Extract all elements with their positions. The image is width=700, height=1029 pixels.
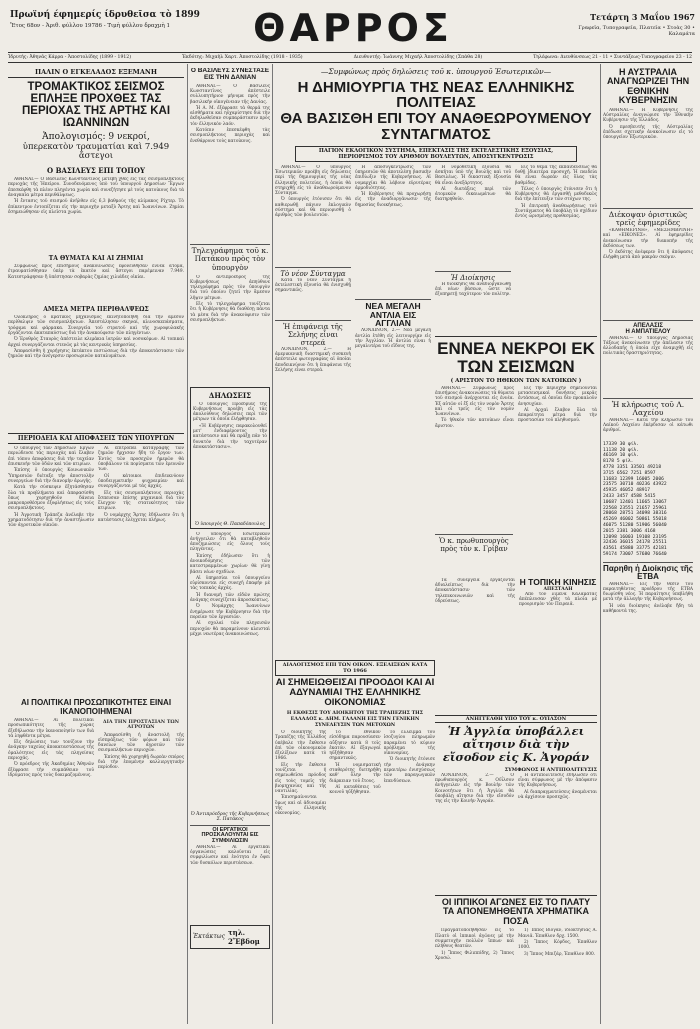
article-text: ΑΘΗΝΑΙ.— Ὁ ὑπουργὸς Ἐσωτερικῶν προέβη εἰς δηλώσεις περὶ τῆς δημιουργίας τῆς νέας ἑλληνικῆς πολιτείας, ἡ ὁποία θὰ στηριχθῇ εἰς τὸ ἀναθεωρούμενον Σύνταγμα. Ὁ ὑπουργὸς ἐτόνισεν ὅτι θὰ καθιερωθῇ πάγιον ἐκλογικὸν σύστημα καὶ θὰ περιορισθῇ ὁ ἀριθμὸς τῶν βουλευτῶν. bbox=[275, 164, 351, 219]
section-title: Ο ΒΑΣΙΛΕΥΣ ΕΠΙ ΤΟΠΟΥ bbox=[47, 166, 145, 176]
article-text: Τὸ ἔλλειμμα τοῦ ἰσοζυγίου πληρωμῶν παραμένει τὸ κύριον πρόβλημα τῆς οἰκονομίας. Ὁ διοικητὴς ἐτόνισε τὴν ἀνάγκην περαιτέρω ἐνισχύσεως τῶν παραγωγικῶν ἐπενδύσεων. bbox=[383, 729, 435, 784]
article-text: Ἀπὸ τὸν λιμένα Καλαμάτας ἀπέπλευσαν χθὲς τὰ πλοῖα μὲ προορισμὸν τὸν Πειραιᾶ. bbox=[519, 591, 597, 608]
article-headline: ΝΕΑ ΜΕΓΑΛΗ ΑΝΤΛΙΑ ΕΙΣ ΑΓΓΛΙΑΝ bbox=[355, 299, 431, 329]
article-headline: ΑΠΕΛΑΣΙΣ bbox=[603, 320, 693, 329]
article-text: Τὰ συνεργεῖα ἐργάζονται ἀδιαλείπτως διὰ τὴν ἀποκατάστασιν τῶν τηλεπικοινωνιῶν καὶ τῆς ὑδρεύσεως. bbox=[435, 577, 515, 604]
article-text: Ἡ ἀποσυγκέντρωσις τῶν ὑπηρεσιῶν θὰ ἀποτελέσῃ βασικὴν ἐπιδίωξιν τῆς Κυβερνήσεως. Αἱ νομαρχίαι θὰ λάβουν εὐρυτέρας ἁρμοδιότητας. Ἡ Κυβέρνησις θὰ προχωρήσῃ εἰς τὴν ἀναδιοργάνωσιν τῆς δημοσίας διοικήσεως. bbox=[355, 164, 431, 208]
article-text: ΑΘΗΝΑΙ.— Ὁ Ὑπουργὸς Δημοσίας Τάξεως ἀνεκοίνωσεν τὴν ἀπέλασιν τῆς ἀλλοδαπῆς ἡ ὁποία εἶχε ἀναμιχθῇ εἰς πολιτικὰς δραστηριότητας. bbox=[603, 335, 693, 357]
kicker: ΔΙΑΛΟΓΙΣΜΟΣ ΕΠΙ ΤΩΝ ΟΙΚΟΝ. ΕΞΕΛΙΞΕΩΝ ΚΑΤΑ ΤΟ 1966 bbox=[275, 660, 435, 676]
article-headline: ΑΙ ΠΟΛΙΤΙΚΑΙ ΠΡΟΣΩΠΙΚΟΤΗΤΕΣ ΕΙΝΑΙ ΙΚΑΝΟΠΟΙΗΜΕΝΑΙ bbox=[20, 698, 172, 716]
article-headline: Ἡ Διοίκησις bbox=[435, 271, 511, 282]
section-title: ΑΜΕΣΑ ΜΕΤΡΑ ΠΕΡΙΘΑΛΨΕΩΣ bbox=[43, 306, 149, 314]
article-text: Ὁ διοικητὴς τῆς Τραπέζης τῆς Ἑλλάδος ὑπέβαλε τὴν ἔκθεσιν ἐπὶ τῶν οἰκονομικῶν ἐξελίξεων κατὰ τὸ 1966. Εἰς τὴν ἔκθεσιν τονίζεται ἡ σημειωθεῖσα πρόοδος εἰς τοὺς τομεῖς τῆς βιομηχανίας καὶ τῆς ναυτιλίας. Ἐπισημαίνονται ὅμως καὶ αἱ ἀδυναμίαι τῆς ἑλληνικῆς οἰκονομίας. bbox=[275, 729, 327, 817]
article-text: ΛΟΝΔΙΝΟΝ, 2.— Νέα μεγάλη ἀντλία ἐτέθη εἰς λειτουργίαν εἰς τὴν Ἀγγλίαν. Ἡ ἀντλία εἶναι ἡ μεγαλυτέρα τοῦ εἴδους της. bbox=[355, 328, 431, 350]
column-rule bbox=[187, 64, 188, 1024]
article-headline: Παρηθη ἡ Διοίκησις τῆς ΕΤΒΑ bbox=[603, 563, 693, 582]
britain-common-market-article bbox=[435, 715, 597, 873]
newspaper-title: ΘΑΡΡΟΣ bbox=[253, 6, 453, 50]
lottery-row: 3715 6562 7251 8597 bbox=[603, 470, 656, 476]
lottery-row: 59174 73007 57680 76640 bbox=[603, 551, 667, 557]
column-politics bbox=[275, 68, 597, 1023]
lottery-row: 2015 2381 3006 4168 bbox=[603, 528, 656, 534]
article-headline: Ο ΒΑΣΙΛΕΥΣ ΣΥΝΕΣΤΑΣΕ ΕΙΣ ΤΗΝ ΔΑΝΙΑΝ bbox=[190, 68, 270, 81]
article-subheadline: ΣΥΜΦΩΝΟΣ Η ΑΝΤΙΠΟΛΙΤΕΥΣΙΣ bbox=[504, 766, 597, 773]
lottery-row: 8178 5 φίλ. bbox=[603, 459, 634, 465]
article-text: Πραγματοποιήθησαν εἰς τὸ Πλατὺ οἱ ἱππικοὶ ἀγῶνες μὲ τὴν συμμετοχὴν πολλῶν ἵππων καὶ πλήθους θεατῶν. 1) Ἵππος Φιλιππίδης, 2) Ἵππος Χρυσώ. bbox=[435, 928, 514, 961]
staff-line bbox=[8, 52, 692, 63]
section-title: ΔΙΑ ΤΗΝ ΠΡΟΣΤΑΣΙΑΝ ΤΩΝ ΑΓΡΟΤΩΝ bbox=[102, 718, 180, 731]
article-text: Ὁ ὑπουργὸς Ἐσωτερικῶν ἀνήγγειλεν ὅτι θὰ καταβληθοῦν ἀποζημιώσεις εἰς ὅλους τοὺς πληγέντας. Ἐπίσης ἐδήλωσεν ὅτι ἡ ἀνοικοδόμησις τῶν κατεστραμμένων χωρίων θὰ γίνῃ βάσει νέων σχεδίων. Αἱ ὑπηρεσίαι τοῦ ὑπουργείου εὑρίσκονται εἰς συνεχῆ ἐπαφὴν μὲ τὰς τοπικὰς ἀρχάς. Ἡ διανομὴ τῶν εἰδῶν πρώτης ἀνάγκης συνεχίζεται ἀπροσκόπτως. Ὁ Νομάρχης Ἰωαννίνων ἐνημέρωσε τὴν Κυβέρνησιν διὰ τὴν πορείαν τῶν ἐργασιῶν. Αἱ σχολαὶ τῶν πληγεισῶν περιοχῶν θὰ παραμείνουν κλεισταὶ μέχρι νεωτέρας ἀνακοινώσεως. bbox=[190, 531, 270, 637]
lottery-row: 17339 30 φίλ. bbox=[603, 441, 639, 447]
staff-phones: Τηλέφωνα: Διευθύνσεως 21 - 11 • Συντάξεως-Τυπογραφείου 23 - 12 bbox=[533, 55, 692, 60]
article-text: ΑΘΗΝΑΙ.— Ἡ Κυβέρνησις τῆς Αὐστραλίας ἀνεγνώρισε τὴν Ἐθνικὴν Κυβέρνησιν τῆς Ἑλλάδος. Ὁ πρεσβευτὴς τῆς Αὐστραλίας ἐπέδωσε σχετικὴν ἀνακοίνωσιν εἰς τὸ ὑπουργεῖον Ἐξωτερικῶν. bbox=[603, 107, 693, 141]
lottery-row: 43561 45880 33775 42181 bbox=[603, 546, 667, 552]
article-text: ΛΟΝΔΙΝΟΝ, 2.— Ἡ ἀμερικανικὴ διαστημικὴ συσκευὴ ἀπέστειλε φωτογραφίας αἱ ὁποῖαι ἀποδεικνύουν ὅτι ἡ ἐπιφάνεια τῆς Σελήνης εἶναι στερεά. bbox=[275, 346, 351, 373]
local-news bbox=[519, 578, 597, 682]
article-text: ΑΘΗΝΑΙ.— Ὁ Βασιλεὺς Κωνσταντῖνος μετέβη χθὲς εἰς τὰς σεισμοπλήκτους περιοχὰς τῆς Ἠπείρου. Συνοδευόμενος ὑπὸ τοῦ ὑπουργοῦ Δημοσίων Ἔργων ἐπεσκέφθη τὰ πλέον πληγέντα χωρία καὶ συνεζήτησε μὲ τοὺς κατοίκους διὰ τὰ ἀναγκαῖα μέτρα περιθάλψεως. Ἡ ἔντασις τοῦ σεισμοῦ ἀνῆλθεν εἰς 6,3 βαθμοὺς τῆς κλίμακος Ρίχτερ. Τὸ ἐπίκεντρον ἐντοπίζεται εἰς τὴν περιοχὴν μεταξὺ Ἄρτης καὶ Ἰωαννίνων. Ζημίαι ἐσημειώθησαν εἰς πλεῖστα χωρία. bbox=[8, 177, 184, 215]
article-text: Εἰς τὴν περιοχὴν σημειοῦνται μετασεισμικαὶ δονήσεις μικρᾶς ἐντάσεως, αἱ ὁποῖαι δὲν προκαλοῦν ἀνησυχίαν. Αἱ ἀρχαὶ ἔλαβον ὅλα τὰ ἀπαραίτητα μέτρα διὰ τὴν προστασίαν τοῦ πληθυσμοῦ. bbox=[518, 385, 597, 424]
lottery-row: 46075 51280 51906 56040 bbox=[603, 523, 667, 528]
issue-info: Ἔτος 68ον - Ἀριθ. φύλλου 19786 - Τιμὴ φύλλου δραχμὴ 1 bbox=[10, 23, 171, 29]
lottery-results bbox=[603, 442, 693, 558]
article-headline: Ἡ κλήρωσις τοῦ Λ. Λαχείου bbox=[603, 398, 693, 418]
article-text: Ἡ νομοθετικὴ ἐξουσία θὰ ἀσκῆται ὑπὸ τῆς Βουλῆς καὶ τοῦ Βασιλέως. Ἡ δικαστικὴ ἐξουσία θὰ εἶναι ἀνεξάρτητος. Αἱ διατάξεις περὶ τῶν ἀτομικῶν δικαιωμάτων θὰ διατηρηθοῦν. bbox=[435, 164, 511, 203]
article-headline: ΕΝΝΕΑ ΝΕΚΡΟΙ ΕΚ ΤΩΝ ΣΕΙΣΜΩΝ bbox=[435, 336, 597, 376]
subheadline: Ἀπολογισμός: 9 νεκροί, bbox=[42, 132, 150, 143]
signature: Ὁ Ἀντιπρόεδρος τῆς Κυβερνήσεως Σ. Πατάκος bbox=[190, 811, 270, 822]
article-text: ΑΘΗΝΑΙ.— Συμφώνως πρὸς ἐπισήμους ἀνακοινώσεις τὰ θύματα τοῦ σεισμοῦ ἀνέρχονται εἰς ἐννέα. Ἐξ αὐτῶν οἱ ἕξ εἰς τὸν νομὸν Ἄρτης καὶ οἱ τρεῖς εἰς τὸν νομὸν Ἰωαννίνων. Τὸ ἠθικὸν τῶν κατοίκων εἶναι ἄριστον. bbox=[435, 385, 514, 429]
article-text: Ὁ ἀντιπρόεδρος τῆς Κυβερνήσεως ἀπηύθυνε τηλεγράφημα πρὸς τὸν ὑπουργὸν διὰ τοῦ ὁποίου ζητεῖ τὴν ἄμεσον λῆψιν μέτρων. Εἰς τὸ τηλεγράφημα τονίζεται ὅτι ἡ Κυβέρνησις θὰ διαθέσῃ πάντα τὰ μέσα διὰ τὴν ἀνακούφισιν τῶν σεισμοπλήκτων. bbox=[190, 274, 270, 323]
column-rule bbox=[600, 64, 601, 1024]
column-rule bbox=[272, 64, 273, 1024]
article-subheadline: ( ΑΡΙΣΤΟΝ ΤΟ ΗΘΙΚΟΝ ΤΩΝ ΚΑΤΟΙΚΩΝ ) bbox=[450, 377, 582, 384]
two-column-text bbox=[8, 446, 184, 696]
column-earthquake bbox=[8, 68, 184, 1023]
article-headline: Ἡ Ἀγγλία ὑποβάλλει αἴτησιν διὰ τὴν εἴσοδον εἰς Κ. Ἀγοράν bbox=[442, 724, 590, 765]
main-headline: ΤΡΟΜΑΚΤΙΚΟΣ ΣΕΙΣΜΟΣ ΕΠΛΗΞΕ ΠΡΟΧΘΕΣ ΤΑΣ ΠΕΡΙΟΧΑΣ ΤΗΣ ΑΡΤΗΣ ΚΑΙ ΙΩΑΝΝΙΝΩΝ bbox=[21, 81, 171, 130]
article-headline: Η ΑΥΣΤΡΑΛΙΑ ΑΝΑΓΝΩΡΙΖΕΙ ΤΗΝ ΕΘΝΙΚΗΝ ΚΥΒΕΡΝΗΣΙΝ bbox=[606, 68, 690, 106]
lottery-row: 11138 20 φίλ. bbox=[603, 447, 639, 453]
lottery-row: 23575 30710 40236 43922 bbox=[603, 482, 667, 488]
article-text: Ἡ διοίκησις θὰ ἀναδιοργανωθῇ ἐπὶ νέων βάσεων, ὥστε νὰ ἐξυπηρετῇ ταχύτερον τὸν πολίτην. bbox=[435, 281, 511, 298]
kicker: ΑΝΗΓΓΕΛΘΗ ΥΠΟ ΤΟΥ κ. ΟΥΙΛΣΟΝ bbox=[435, 715, 597, 723]
staff-director: Διευθυντής: Ἰωάννης Μιχαὴλ Ἀποστολίδης (Σπάθα 28) bbox=[353, 55, 483, 60]
local-news-area bbox=[435, 578, 597, 688]
article-text: ΛΟΝΔΙΝΟΝ, 2.— Ὁ πρωθυπουργὸς κ. Οὐΐλσον ἀνήγγειλεν εἰς τὴν Βουλὴν τῶν Κοινοτήτων ὅτι ἡ Ἀγγλία θὰ ὑποβάλῃ αἴτησιν διὰ τὴν εἴσοδόν της εἰς τὴν Κοινὴν Ἀγοράν. bbox=[435, 772, 514, 805]
article-headline: Ὁ κ. πρωθυπουργὸς πρὸς τὸν κ. Γρίβαν bbox=[435, 534, 513, 553]
article-text: ΑΘΗΝΑΙ.— Ὁ Βασιλεὺς Κωνσταντῖνος ἀπέστειλε συλλυπητήριον μήνυμα πρὸς τὴν βασιλικὴν οἰκογένειαν τῆς Δανίας. Ἡ Α. Μ. ἐξέφρασε τὰ θερμά της αἰσθήματα καὶ ηὐχαρίστησε διὰ τὴν ἐκδηλωθεῖσαν συμπαράστασιν πρὸς τὸν ἑλληνικὸν λαόν. Κατόπιν ἐπεσκέφθη τὰς σεισμοπλήκτους περιοχὰς καὶ ἐνεθάρρυνε τοὺς κατοίκους. bbox=[190, 83, 270, 144]
article-headline: Ἡ ἐπιφάνεια τῆς Σελήνης εἶναι στερεά bbox=[275, 320, 351, 347]
article-headline: ΑΙ ΣΗΜΕΙΩΘΕΙΣΑΙ ΠΡΟΟΔΟΙ ΚΑΙ ΑΙ ΑΔΥΝΑΜΙΑΙ ΤΗΣ ΕΛΛΗΝΙΚΗΣ ΟΙΚΟΝΟΜΙΑΣ bbox=[275, 677, 435, 708]
article-headline: Η ΤΟΠΙΚΗ ΚΙΝΗΣΙΣ bbox=[519, 576, 597, 587]
lottery-row: 4778 3351 33501 49218 bbox=[603, 465, 662, 471]
article-text: Ὁ ὑπουργὸς Προεδρίας τῆς Κυβερνήσεως προέβη εἰς τὰς ἀκολούθους δηλώσεις περὶ τῶν μέτρων τὰ ὁποῖα ἐλήφθησαν. «Ἡ Κυβέρνησις παρακολουθεῖ μετ' ἐνδιαφέροντος τὴν κατάστασιν καὶ θὰ πράξῃ πᾶν τὸ δυνατὸν διὰ τὴν ταχυτέραν ἀποκατάστασιν». bbox=[193, 401, 267, 450]
article-headline: Διέκοψαν ὁριστικῶς τρεῖς ἐφημερίδες bbox=[603, 208, 693, 228]
article-text: ΑΘΗΝΑΙ.— Κατὰ τὴν κλήρωσιν τοῦ Λαϊκοῦ Λαχείου ἐκέρδισαν οἱ κάτωθι ἀριθμοί. bbox=[603, 417, 693, 434]
lottery-row: 11683 12399 16005 2006 bbox=[603, 476, 664, 482]
lottery-row: 45935 46052 48917 bbox=[603, 488, 651, 494]
deck: Η ΕΚΘΕΣΙΣ ΤΟΥ ΔΙΟΙΚΗΤΟΥ ΤΗΣ ΤΡΑΠΕΖΗΣ ΤΗΣ ΕΛΛΑΔΟΣ κ. ΔΗΜ. ΓΑΛΑΝΗ ΕΙΣ ΤΗΝ ΓΕΝΙΚΗΝ ΣΥΝΕΛΕΥΣΙΝ ΤΩΝ ΜΕΤΟΧΩΝ bbox=[286, 709, 424, 728]
earthquake-dead-article bbox=[435, 336, 597, 688]
section-title: ΤΑ ΘΥΜΑΤΑ ΚΑΙ ΑΙ ΖΗΜΙΑΙ bbox=[48, 255, 144, 263]
text-columns bbox=[435, 928, 597, 1023]
main-headline: Η ΔΗΜΙΟΥΡΓΙΑ ΤΗΣ ΝΕΑΣ ΕΛΛΗΝΙΚΗΣ ΠΟΛΙΤΕΙΑΣ bbox=[297, 78, 575, 112]
kicker: —Συμφώνως πρὸς δηλώσεις τοῦ κ. ὑπουργοῦ Ἐσωτερικῶν— bbox=[320, 68, 552, 76]
article-text: ΑΘΗΝΑΙ.— Εἰς τὴν θέσιν τοῦ παραιτηθέντος προέδρου τῆς ΕΤΒΑ διωρίσθη νέος. Ἡ παραίτησις ὑπεβλήθη μετὰ τὴν ἀλλαγὴν τῆς Κυβερνήσεως. Ἡ νέα διοίκησις ἀνέλαβε ἤδη τὰ καθήκοντά της. bbox=[603, 581, 693, 615]
ad-text: Ἐκτάκτως bbox=[193, 933, 225, 941]
column-king bbox=[190, 68, 270, 1023]
article-text: ΑΘΗΝΑΙ.— Αἱ ἐργατικαὶ ὀργανώσεις καλοῦνται εἰς συμφιλίωσιν καὶ ἑνότητα ἐν ὄψει τῶν δυσκόλων περιστάσεων. bbox=[190, 844, 270, 866]
horse-racing-article bbox=[435, 895, 597, 1023]
economy-article bbox=[275, 660, 435, 1023]
article-text: Αἱ ἐπιτροπαὶ καταγραφῆς τῶν ζημιῶν ἤρχισαν ἤδη τὸ ἔργον των. Ἐντὸς τῶν προσεχῶν ἡμερῶν θὰ ὑποβάλουν τὰ πορίσματα τῶν ἐρευνῶν των. Οἱ κάτοικοι ἐπιδεικνύουν ὑποδειγματικὴν ψυχραιμίαν καὶ συνεργάζονται μὲ τὰς ἀρχάς. Εἰς τὰς σεισμοπλήκτους περιοχὰς ἔσπευσαν ἐπίσης μηχανικοὶ διὰ τὸν ἔλεγχον τῆς στατικότητος τῶν κτιρίων. Ὁ νομάρχης Ἄρτης ἐδήλωσεν ὅτι ἡ κατάστασις ἐλέγχεται πλήρως. bbox=[98, 446, 184, 523]
lottery-row: 46169 10 φίλ. bbox=[603, 453, 639, 459]
lottery-row: 22568 23551 21657 25961 bbox=[603, 505, 667, 511]
statements-box bbox=[190, 387, 270, 529]
lottery-row: 12098 16003 19108 23195 bbox=[603, 534, 667, 540]
article-headline: Τηλεγράφημα τοῦ κ. Πατάκου πρὸς τὸν ὑπουργὸν bbox=[191, 245, 269, 272]
article-text: Εἰς τὸ θέμα τῆς ἐκπαιδεύσεως θὰ δοθῇ ἰδιαιτέρα προσοχή. Ἡ παιδεία θὰ εἶναι δωρεὰν εἰς ὅλας τὰς βαθμίδας. Τέλος ὁ ὑπουργὸς ἐτόνισεν ὅτι ἡ Κυβέρνησις θὰ ἐργασθῇ μεθοδικῶς διὰ τὴν ἐπίτευξιν τῶν στόχων της. Ἡ ἐπιτροπὴ ἀναθεωρήσεως τοῦ Συντάγματος θὰ ὑποβάλῃ τὸ σχέδιον ἐντὸς ὡρισμένης προθεσμίας. bbox=[515, 164, 597, 220]
article-text: Ἡ ἀντιπολίτευσις ἐδήλωσεν ὅτι εἶναι σύμφωνος μὲ τὴν ἀπόφασιν τῆς Κυβερνήσεως. Αἱ διαπραγματεύσεις ἀναμένεται νὰ ἀρχίσουν προσεχῶς. bbox=[518, 772, 597, 800]
article-text: ΑΘΗΝΑΙ.— Αἱ πολιτικαὶ προσωπικότητες τῆς χώρας ἐξεδήλωσαν τὴν ἱκανοποίησίν των διὰ τὰ ληφθέντα μέτρα. Εἰς δηλώσεις των τονίζουν τὴν ἀνάγκην ταχείας ἀποκαταστάσεως τῆς ὁμαλότητος εἰς τὰς πληγείσας περιοχάς. Ὁ πρόεδρος τῆς Ἀκαδημίας Ἀθηνῶν ἐξέφρασε τὴν συμπάθειαν τοῦ ἱδρύματος πρὸς τοὺς δοκιμαζομένους. bbox=[8, 717, 94, 778]
office-info: Γραφεῖα, Τυπογραφεῖα, Πλατεῖα • Στοὰς 30 • Καλαμάτα bbox=[578, 25, 695, 37]
signature: Ὁ ὑπουργὸς Θ. Παπαδόπουλος bbox=[195, 521, 265, 527]
lottery-row: 45269 46002 50861 55018 bbox=[603, 517, 667, 523]
article-headline: ΟΙ ΕΡΓΑΤΙΚΟΙ ΠΡΟΣΚΑΛΟΥΝΤΑΙ ΕΙΣ ΣΥΜΦΙΛΙΩΣΙΝ bbox=[190, 825, 270, 845]
text-column bbox=[355, 165, 431, 443]
masthead-right bbox=[555, 12, 695, 37]
article-headline: Τὸ νέον Σύνταγμα bbox=[275, 267, 351, 278]
text-columns bbox=[275, 730, 435, 1023]
lottery-row: 32436 36015 24178 25511 bbox=[603, 540, 667, 546]
article-text: ΔΙΑ ΤΗΝ ΠΡΟΣΤΑΣΙΑΝ ΤΩΝ ΑΓΡΟΤΩΝ Ἀπεφασίσθη ἡ ἀναστολὴ τῆς εἰσπράξεως τῶν φόρων καὶ τῶν δανείων τῶν ἀγροτῶν τῶν σεισμοπλήκτων περιοχῶν. Ἐπίσης θὰ χορηγηθῇ δωρεὰν σπόρος διὰ τὴν ἐπομένην καλλιεργητικὴν περίοδον. bbox=[98, 718, 184, 771]
article-text: Κατὰ τὸ νέον Σύνταγμα ἡ ἐκτελεστικὴ ἐξουσία θὰ ἐνισχυθῇ σημαντικῶς. bbox=[275, 277, 351, 294]
article-text: Ὁλόκληρος ὁ κρατικὸς μηχανισμὸς ἐκινητοποιήθη διὰ τὴν ἄμεσον περίθαλψιν τῶν σεισμοπλήκτων. Ἀπεστάλησαν σκηναί, κλινοσκεπάσματα, τρόφιμα καὶ φάρμακα. Συνεργεῖα τοῦ στρατοῦ καὶ τῆς χωροφυλακῆς ἐργάζονται ἀκαταπαύστως διὰ τὴν ἀνακούφισιν τῶν πληγέντων. Ὁ Ἐρυθρὸς Σταυρὸς ἀπέστειλε κλιμάκια ἰατρῶν καὶ νοσοκόμων. Αἱ τοπικαὶ ἀρχαὶ συνεργάζονται στενῶς μὲ τὰς κεντρικὰς ὑπηρεσίας. Ἀπεφασίσθη ἡ χορήγησις ἐκτάκτου πιστώσεως διὰ τὴν ἀποκατάστασιν τῶν ζημιῶν καὶ τὴν ἀνέγερσιν προσωρινῶν καταλυμάτων. bbox=[8, 315, 184, 360]
subheadline: ὑπερεκατὸν τραυματίαι καὶ 7.949 ἄστεγοι bbox=[22, 141, 170, 162]
staff-publisher: Ἐκδότης: Μιχαὴλ Χαρτ. Ἀποστολίδης (1918 - 1935) bbox=[182, 55, 303, 60]
column-world bbox=[603, 68, 693, 1023]
article-headline: ΟΙ ΙΠΠΙΚΟΙ ΑΓΩΝΕΣ ΕΙΣ ΤΟ ΠΛΑΤΥ ΤΑ ΑΠΟΝΕΜΗΘΕΝΤΑ ΧΡΗΜΑΤΙΚΑ ΠΟΣΑ bbox=[435, 895, 597, 926]
tagline: Πρωϊνή έφημερίς ίδρυθεῖσα τὸ 1899 bbox=[10, 10, 200, 20]
section-label: ΑΠΕΣΤΑΛΗ bbox=[543, 586, 573, 592]
kicker: ΠΑΛΙΝ Ο ΕΓΚΕΛΑΔΟΣ ΕΞΕΜΑΝΗ bbox=[8, 68, 184, 78]
article-text: Τὸ ἐθνικὸν εἰσόδημα παρουσίασεν αὔξησιν κατὰ 8 τοῖς ἑκατόν. Αἱ ἐξαγωγαὶ ηὐξήθησαν σημαντικῶς. Ἡ νομισματικὴ σταθερότης διετηρήθη καθ' ὅλην τὴν διάρκειαν τοῦ ἔτους. Αἱ καταθέσεις τοῦ κοινοῦ ηὐξήθησαν. bbox=[329, 729, 381, 796]
article-text: 1) Ἵππος Βιογάν, ἰδιοκτησίας Α. Μανιᾶ. Ἐπαθλον δρχ. 1500. 2) Ἵππος Κόρδος, Ἐπαθλον 1000. 3) Ἵππος Μπιζάρ, Ἐπαθλον 800. bbox=[518, 928, 597, 957]
deck: ΠΑΓΙΟΝ ΕΚΛΟΓΙΚΟΝ ΣΥΣΤΗΜΑ, ΕΠΕΚΤΑΣΙΣ ΤΗΣ ΕΚΤΕΛΕΣΤΙΚΗΣ ΕΞΟΥΣΙΑΣ, ΠΕΡΙΟΡΙΣΜΟΣ ΤΟΥ ΑΡΙΘΜΟΥ ΒΟΥΛΕΥΤΩΝ, ΑΠΟΣΥΓΚΕΝΤΡΩΣΙΣ bbox=[295, 146, 577, 162]
text-columns bbox=[435, 773, 597, 873]
section-title: ΠΕΡΙΟΔΕΙΑ ΚΑΙ ΑΠΟΦΑΣΕΙΣ ΤΩΝ ΥΠΟΥΡΓΩΝ bbox=[8, 433, 184, 444]
issue-date: Τετάρτη 3 Μαΐου 1967 bbox=[590, 12, 695, 22]
ad-text: τηλ. 2Ἕβδομ bbox=[227, 927, 260, 946]
article-text: Ὁ ὑπουργὸς τῶν Δημοσίων Ἔργων περιώδευσε τὰς περιοχὰς καὶ ἔλαβεν ἐπὶ τόπου ἀποφάσεις διὰ τὴν ταχεῖαν ἐπισκευὴν τῶν ὁδῶν καὶ τῶν κτιρίων. Ἐπίσης ὁ ὑπουργὸς Κοινωνικῶν Ὑπηρεσιῶν διέταξε τὴν ἀποστολὴν συνεργείων διὰ τὴν διανομὴν ἀρωγῆς. Κατὰ τὴν σύσκεψιν ἐξητάσθησαν ὅλα τὰ προβλήματα καὶ ἀπεφασίσθη ὅπως χορηγηθοῦν δάνεια μακροπροθέσμου ἐξοφλήσεως εἰς τοὺς σεισμοπλήκτους. Ἡ Ἀγροτικὴ Τράπεζα ἀνέλαβε τὴν χρηματοδότησιν διὰ τὴν ἀναστήλωσιν τῶν ἀγροτικῶν οἰκιῶν. bbox=[8, 446, 94, 529]
pm-griva-article bbox=[435, 534, 513, 553]
lottery-row: 28068 28751 34098 38316 bbox=[603, 511, 667, 517]
two-column-text bbox=[8, 718, 184, 968]
lottery-row: 10687 12401 11665 13067 bbox=[603, 499, 667, 505]
article-text: «ΚΑΘΗΜΕΡΙΝΗ», «ΜΕΣΗΜΒΡΙΝΗ» καὶ «ΕΙΚΟΝΕΣ». Αἱ ἐφημερίδες ἀνεκοίνωσαν τὴν διακοπὴν τῆς ἐκδόσεως των. Ὁ ἐκδότης ἀνέφερεν ὅτι ἡ ἀπόφασις ἐλήφθη μετὰ ἀπὸ μακρὰν σκέψιν. bbox=[603, 228, 693, 261]
lottery-row: 2433 3457 4588 5415 bbox=[603, 494, 656, 500]
staff-founder: Ἱδρυτής: Ἀθηνᾶς Κάρρα - Ἀποστολίδης (1899 - 1912) bbox=[8, 55, 132, 60]
article-text: Συμφώνως πρὸς ἐπισήμους ἀνακοινώσεις ἐφονεύθησαν ἐννέα ἄτομα, ἐτραυματίσθησαν ὑπὲρ τὰ ἑκατὸν καὶ ἄστεγοι παρέμειναν 7.949. Κατεστράφησαν ἢ ὑπέστησαν σοβαρὰς ζημίας χιλιάδες οἰκίαι. bbox=[8, 264, 184, 280]
main-headline: ΘΑ ΒΑΣΙΣΘΗ ΕΠΙ ΤΟΥ ΑΝΑΘΕΩΡΟΥΜΕΝΟΥ ΣΥΝΤΑΓΜΑΤΟΣ bbox=[280, 110, 592, 143]
advertisement bbox=[190, 925, 270, 949]
article-headline: Η ΑΜΠΑΤΙΕΛΟΥ bbox=[625, 329, 671, 336]
masthead-left bbox=[10, 10, 225, 29]
box-title: ΔΗΛΩΣΕΙΣ bbox=[208, 390, 252, 400]
text-column bbox=[275, 165, 351, 443]
